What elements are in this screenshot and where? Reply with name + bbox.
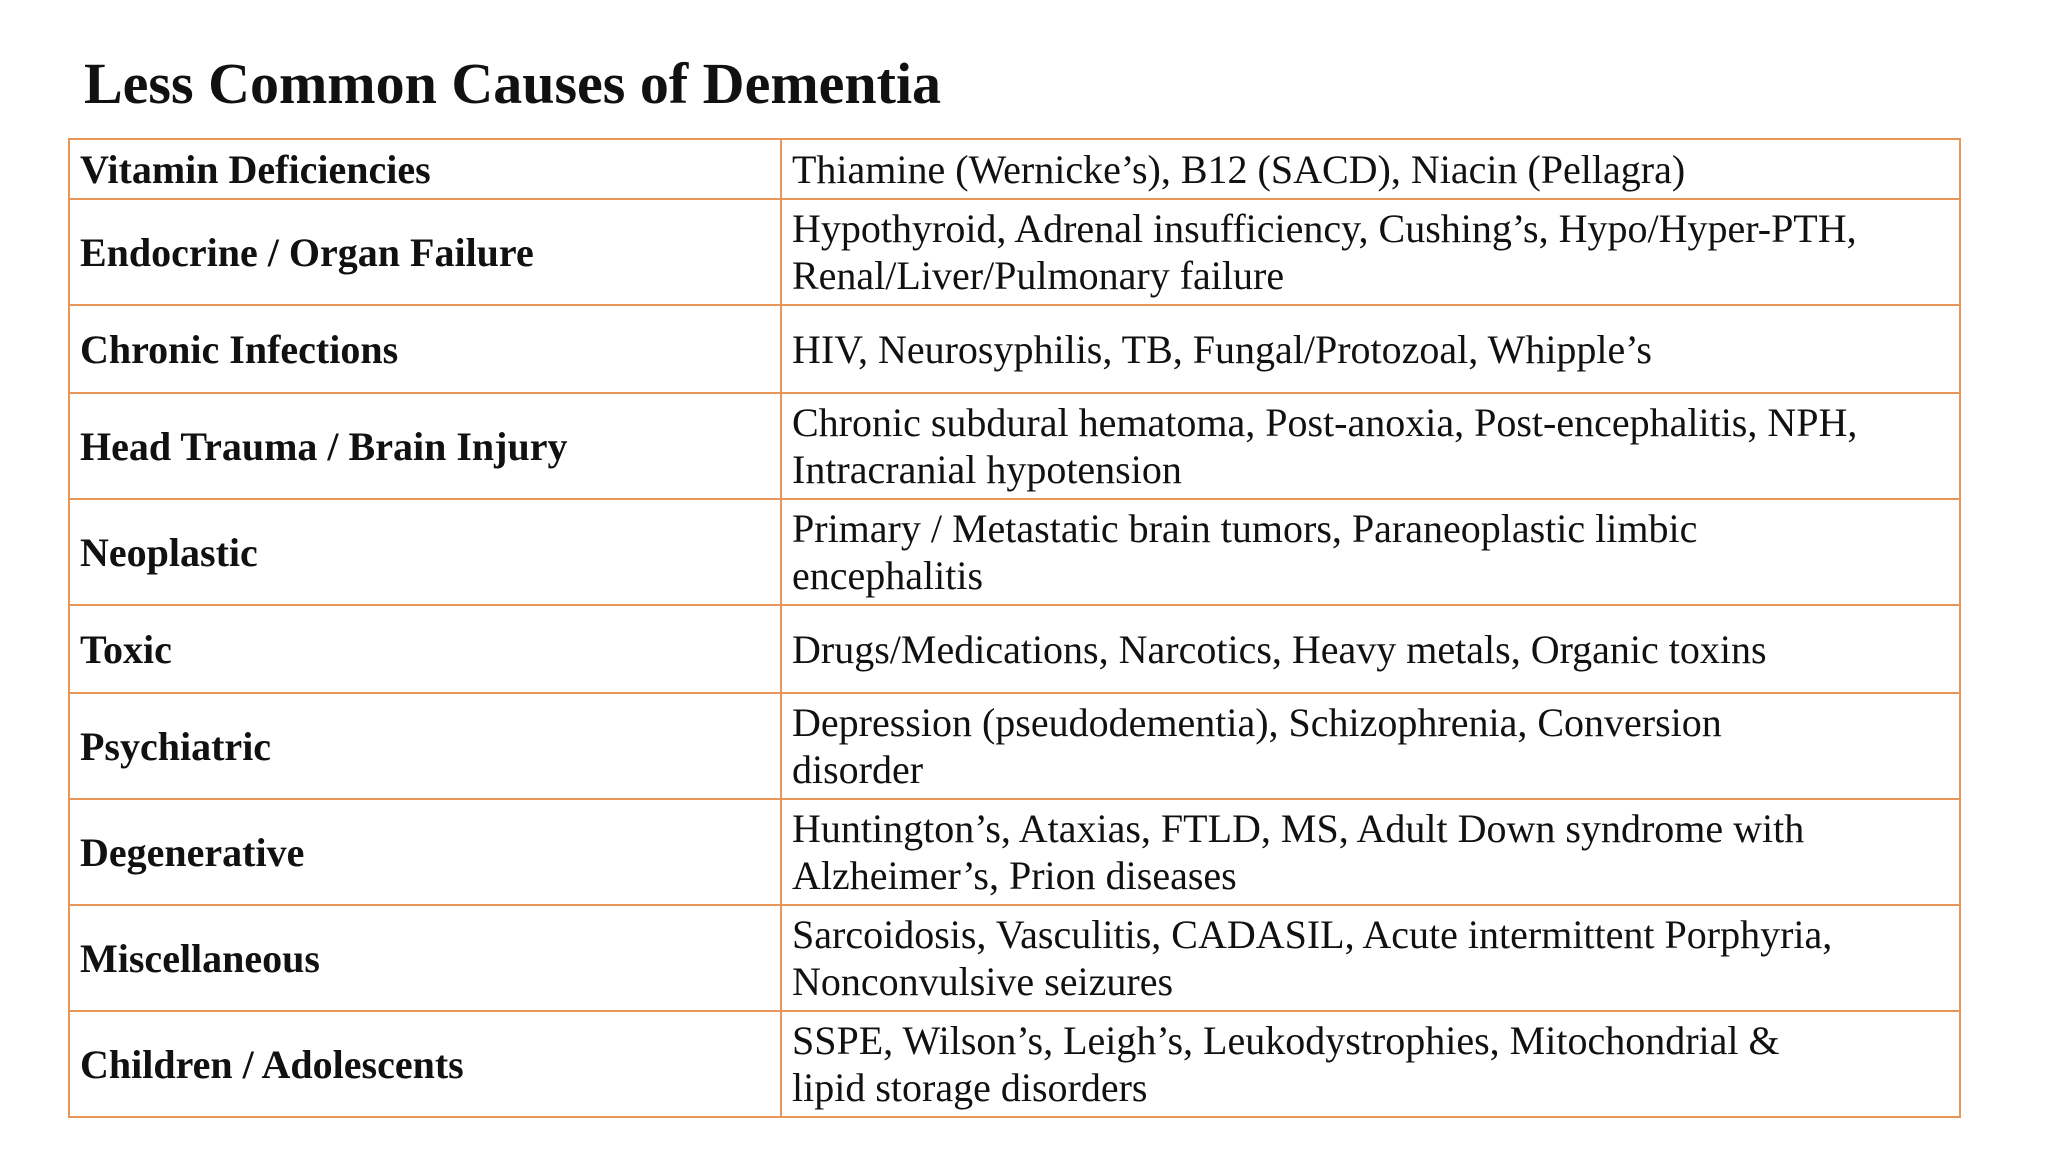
category-cell: Miscellaneous [69, 905, 781, 1011]
detail-line: Hypothyroid, Adrenal insufficiency, Cushing’s, Hypo/Hyper-PTH, [792, 206, 1857, 251]
detail-line: Chronic subdural hematoma, Post-anoxia, Post-encephalitis, NPH, [792, 400, 1858, 445]
detail-cell [781, 393, 1960, 499]
category-cell: Toxic [69, 605, 781, 693]
detail-cell [781, 305, 1960, 393]
causes-table [68, 138, 1961, 1118]
table-row [69, 139, 1960, 199]
category-cell: Head Trauma / Brain Injury [69, 393, 781, 499]
detail-line: HIV, Neurosyphilis, TB, Fungal/Protozoal, Whipple’s [792, 326, 1652, 372]
table-row [69, 693, 1960, 799]
category-cell: Endocrine / Organ Failure [69, 199, 781, 305]
detail-line: Renal/Liver/Pulmonary failure [792, 253, 1285, 298]
detail-line: SSPE, Wilson’s, Leigh’s, Leukodystrophies, Mitochondrial & [792, 1018, 1780, 1063]
table-row [69, 605, 1960, 693]
detail-cell [781, 199, 1960, 305]
detail-line: Depression (pseudodementia), Schizophrenia, Conversion [792, 700, 1722, 745]
category-cell: Psychiatric [69, 693, 781, 799]
table-row [69, 499, 1960, 605]
detail-cell [781, 799, 1960, 905]
detail-cell [781, 1011, 1960, 1117]
category-cell: Neoplastic [69, 499, 781, 605]
table-row [69, 1011, 1960, 1117]
detail-line: encephalitis [792, 553, 984, 598]
detail-cell [781, 693, 1960, 799]
category-cell: Degenerative [69, 799, 781, 905]
detail-line: Intracranial hypotension [792, 447, 1182, 492]
detail-line: Drugs/Medications, Narcotics, Heavy metals, Organic toxins [792, 626, 1767, 672]
detail-line: disorder [792, 747, 924, 792]
detail-cell [781, 139, 1960, 199]
table-row [69, 199, 1960, 305]
table-row [69, 799, 1960, 905]
detail-cell [781, 605, 1960, 693]
category-cell: Vitamin Deficiencies [69, 139, 781, 199]
detail-cell [781, 499, 1960, 605]
detail-line: lipid storage disorders [792, 1065, 1148, 1110]
detail-line: Primary / Metastatic brain tumors, Paraneoplastic limbic [792, 506, 1698, 551]
detail-line: Nonconvulsive seizures [792, 959, 1174, 1004]
detail-line: Alzheimer’s, Prion diseases [792, 853, 1237, 898]
category-cell: Chronic Infections [69, 305, 781, 393]
table-row [69, 905, 1960, 1011]
detail-line: Huntington’s, Ataxias, FTLD, MS, Adult Down syndrome with [792, 806, 1805, 851]
table-row [69, 393, 1960, 499]
detail-cell [781, 905, 1960, 1011]
detail-line: Thiamine (Wernicke’s), B12 (SACD), Niacin (Pellagra) [792, 146, 1686, 192]
slide-title: Less Common Causes of Dementia [84, 51, 942, 116]
category-cell: Children / Adolescents [69, 1011, 781, 1117]
detail-line: Sarcoidosis, Vasculitis, CADASIL, Acute intermittent Porphyria, [792, 912, 1833, 957]
table-row [69, 305, 1960, 393]
